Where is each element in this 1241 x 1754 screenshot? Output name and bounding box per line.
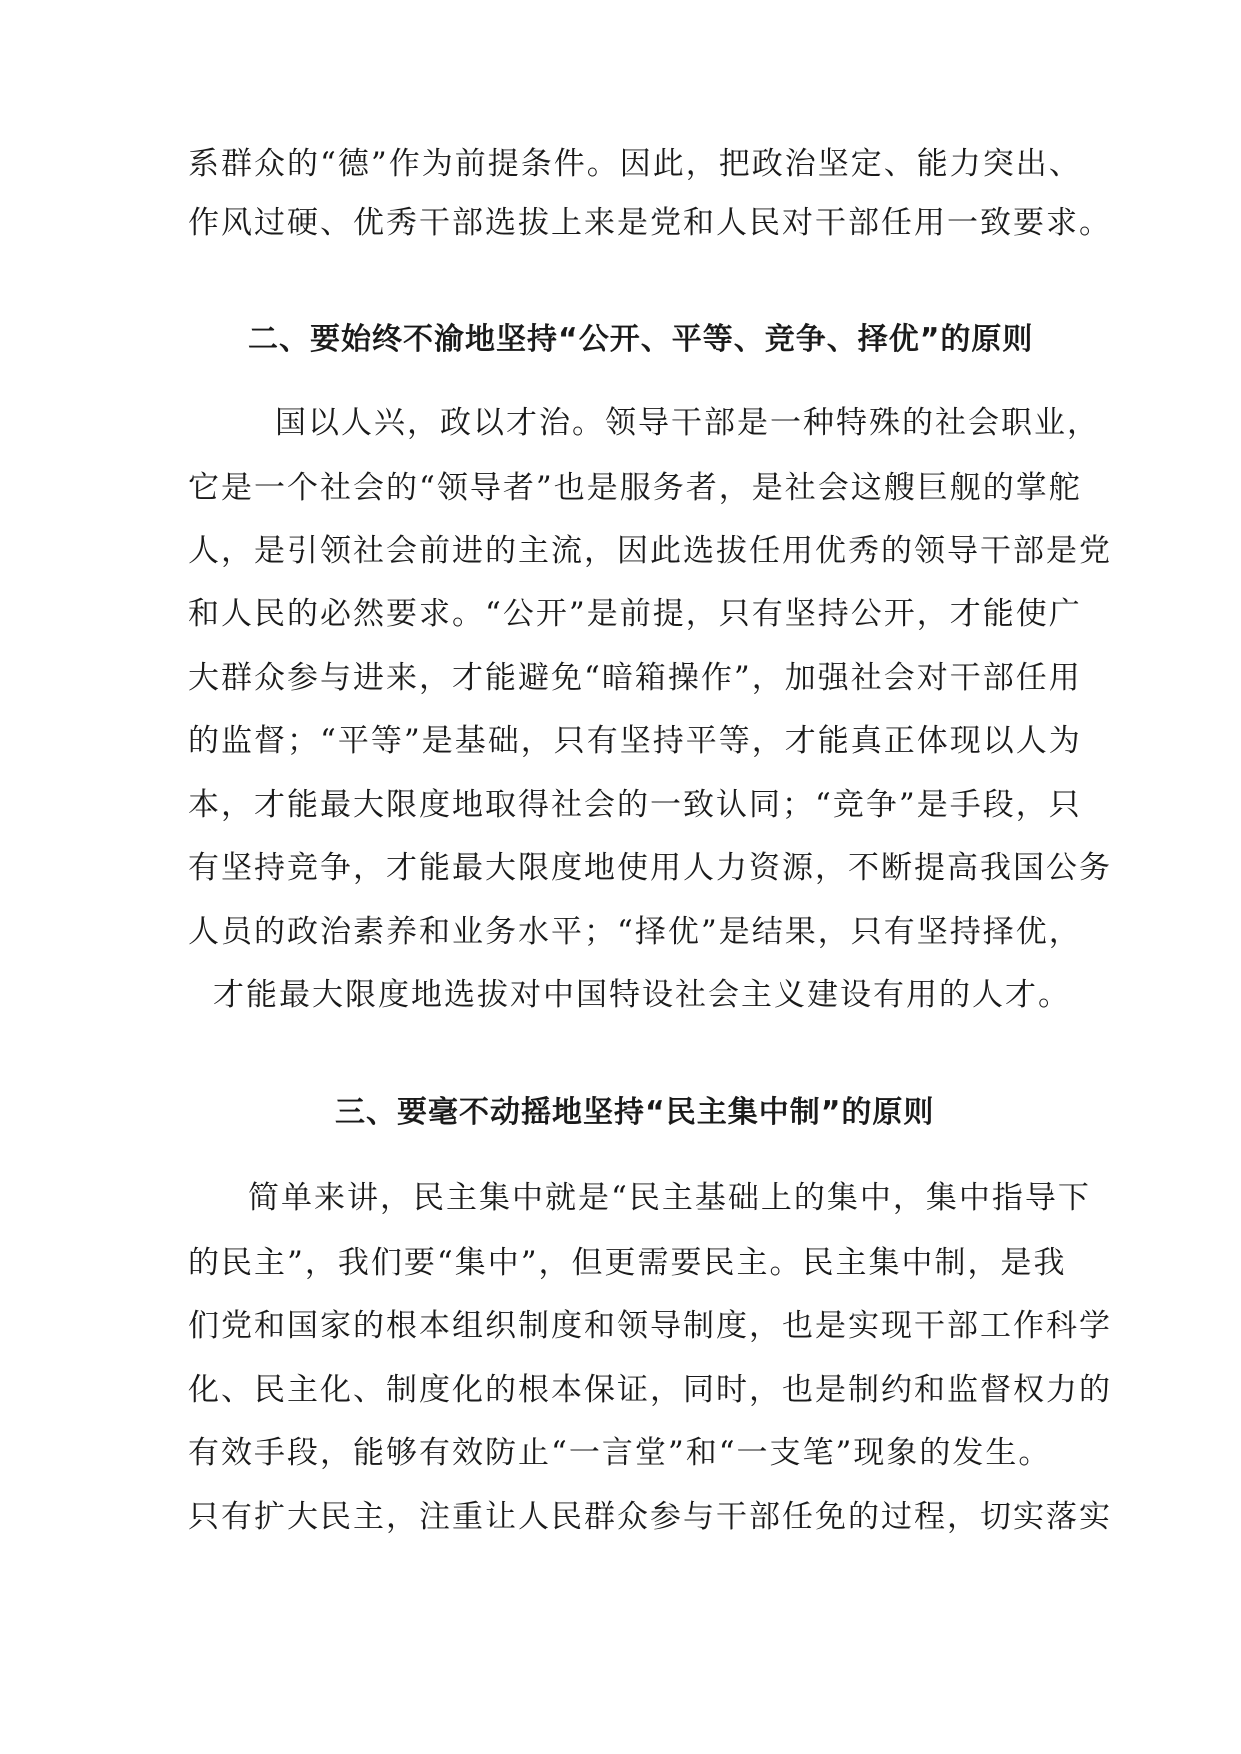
paragraph-line: 本，才能最大限度地取得社会的一致认同；“竞争”是手段，只 (188, 787, 1082, 823)
paragraph-line: 大群众参与进来，才能避免“暗箱操作”，加强社会对干部任用 (188, 660, 1082, 696)
paragraph-line: 只有扩大民主，注重让人民群众参与干部任免的过程，切实落实 (188, 1499, 1112, 1535)
paragraph-line: 才能最大限度地选拔对中国特设社会主义建设有用的人才。 (213, 977, 1071, 1013)
paragraph-line: 和人民的必然要求。“公开”是前提，只有坚持公开，才能使广 (188, 596, 1082, 632)
paragraph-line: 作风过硬、优秀干部选拔上来是党和人民对干部任用一致要求。 (188, 205, 1112, 241)
paragraph-line: 系群众的“德”作为前提条件。因此，把政治坚定、能力突出、 (188, 146, 1082, 182)
paragraph-line: 的监督；“平等”是基础，只有坚持平等，才能真正体现以人为 (188, 723, 1082, 759)
paragraph-line: 有坚持竞争，才能最大限度地使用人力资源，不断提高我国公务 (188, 850, 1112, 886)
paragraph-line: 人，是引领社会前进的主流，因此选拔任用优秀的领导干部是党 (188, 533, 1112, 569)
paragraph-line: 化、民主化、制度化的根本保证，同时，也是制约和监督权力的 (188, 1372, 1112, 1408)
paragraph-line: 国以人兴，政以才治。领导干部是一种特殊的社会职业， (275, 405, 1100, 441)
paragraph-line: 它是一个社会的“领导者”也是服务者，是社会这艘巨舰的掌舵 (188, 470, 1082, 506)
section-heading: 二、要始终不渝地坚持“公开、平等、竞争、择优”的原则 (248, 322, 1034, 357)
paragraph-line: 简单来讲，民主集中就是“民主基础上的集中，集中指导下 (248, 1180, 1091, 1216)
section-heading: 三、要毫不动摇地坚持“民主集中制”的原则 (335, 1095, 935, 1130)
paragraph-line: 的民主”，我们要“集中”，但更需要民主。民主集中制，是我 (188, 1245, 1067, 1281)
paragraph-line: 有效手段，能够有效防止“一言堂”和“一支笔”现象的发生。 (188, 1435, 1052, 1471)
paragraph-line: 人员的政治素养和业务水平；“择优”是结果，只有坚持择优， (188, 914, 1082, 950)
paragraph-line: 们党和国家的根本组织制度和领导制度，也是实现干部工作科学 (188, 1308, 1112, 1344)
